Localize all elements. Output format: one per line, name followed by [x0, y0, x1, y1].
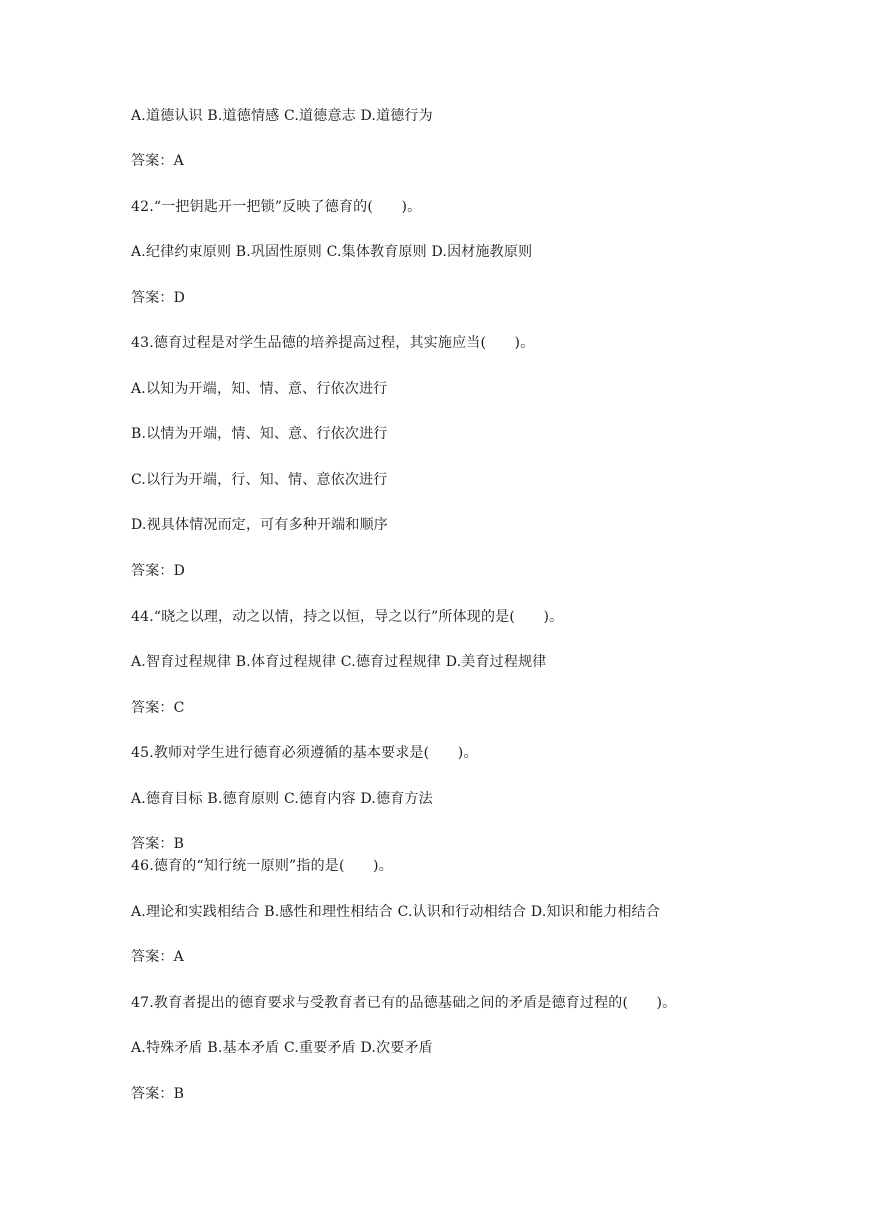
- q43-option-a: A.以知为开端，知、情、意、行依次进行: [131, 381, 388, 397]
- q41-answer: 答案：A: [131, 153, 184, 169]
- q47-answer: 答案：B: [131, 1086, 185, 1102]
- q45-question: 45.教师对学生进行德育必须遵循的基本要求是( )。: [131, 745, 478, 761]
- q43-option-c: C.以行为开端，行、知、情、意依次进行: [131, 472, 388, 488]
- q44-question: 44.“晓之以理，动之以情，持之以恒，导之以行”所体现的是( )。: [131, 609, 564, 625]
- q45-answer: 答案：B: [131, 836, 185, 852]
- q43-option-b: B.以情为开端，情、知、意、行依次进行: [131, 426, 388, 442]
- q45-options: A.德育目标 B.德育原则 C.德育内容 D.德育方法: [131, 791, 433, 807]
- q43-option-d: D.视具体情况而定，可有多种开端和顺序: [131, 517, 388, 533]
- q42-options: A.纪律约束原则 B.巩固性原则 C.集体教育原则 D.因材施教原则: [131, 244, 533, 260]
- q46-answer: 答案：A: [131, 949, 184, 965]
- q46-question: 46.德育的“知行统一原则”指的是( )。: [131, 858, 393, 874]
- q41-options: A.道德认识 B.道德情感 C.道德意志 D.道德行为: [131, 108, 433, 124]
- q43-answer: 答案：D: [131, 563, 186, 579]
- q43-question: 43.德育过程是对学生品德的培养提高过程，其实施应当( )。: [131, 335, 535, 351]
- q42-answer: 答案：D: [131, 290, 186, 306]
- q44-answer: 答案：C: [131, 700, 185, 716]
- q42-question: 42.“一把钥匙开一把锁”反映了德育的( )。: [131, 199, 422, 215]
- q44-options: A.智育过程规律 B.体育过程规律 C.德育过程规律 D.美育过程规律: [131, 654, 547, 670]
- q46-options: A.理论和实践相结合 B.感性和理性相结合 C.认识和行动相结合 D.知识和能力相结合: [131, 904, 661, 920]
- q47-question: 47.教育者提出的德育要求与受教育者已有的品德基础之间的矛盾是德育过程的( )。: [131, 995, 677, 1011]
- q47-options: A.特殊矛盾 B.基本矛盾 C.重要矛盾 D.次要矛盾: [131, 1040, 433, 1056]
